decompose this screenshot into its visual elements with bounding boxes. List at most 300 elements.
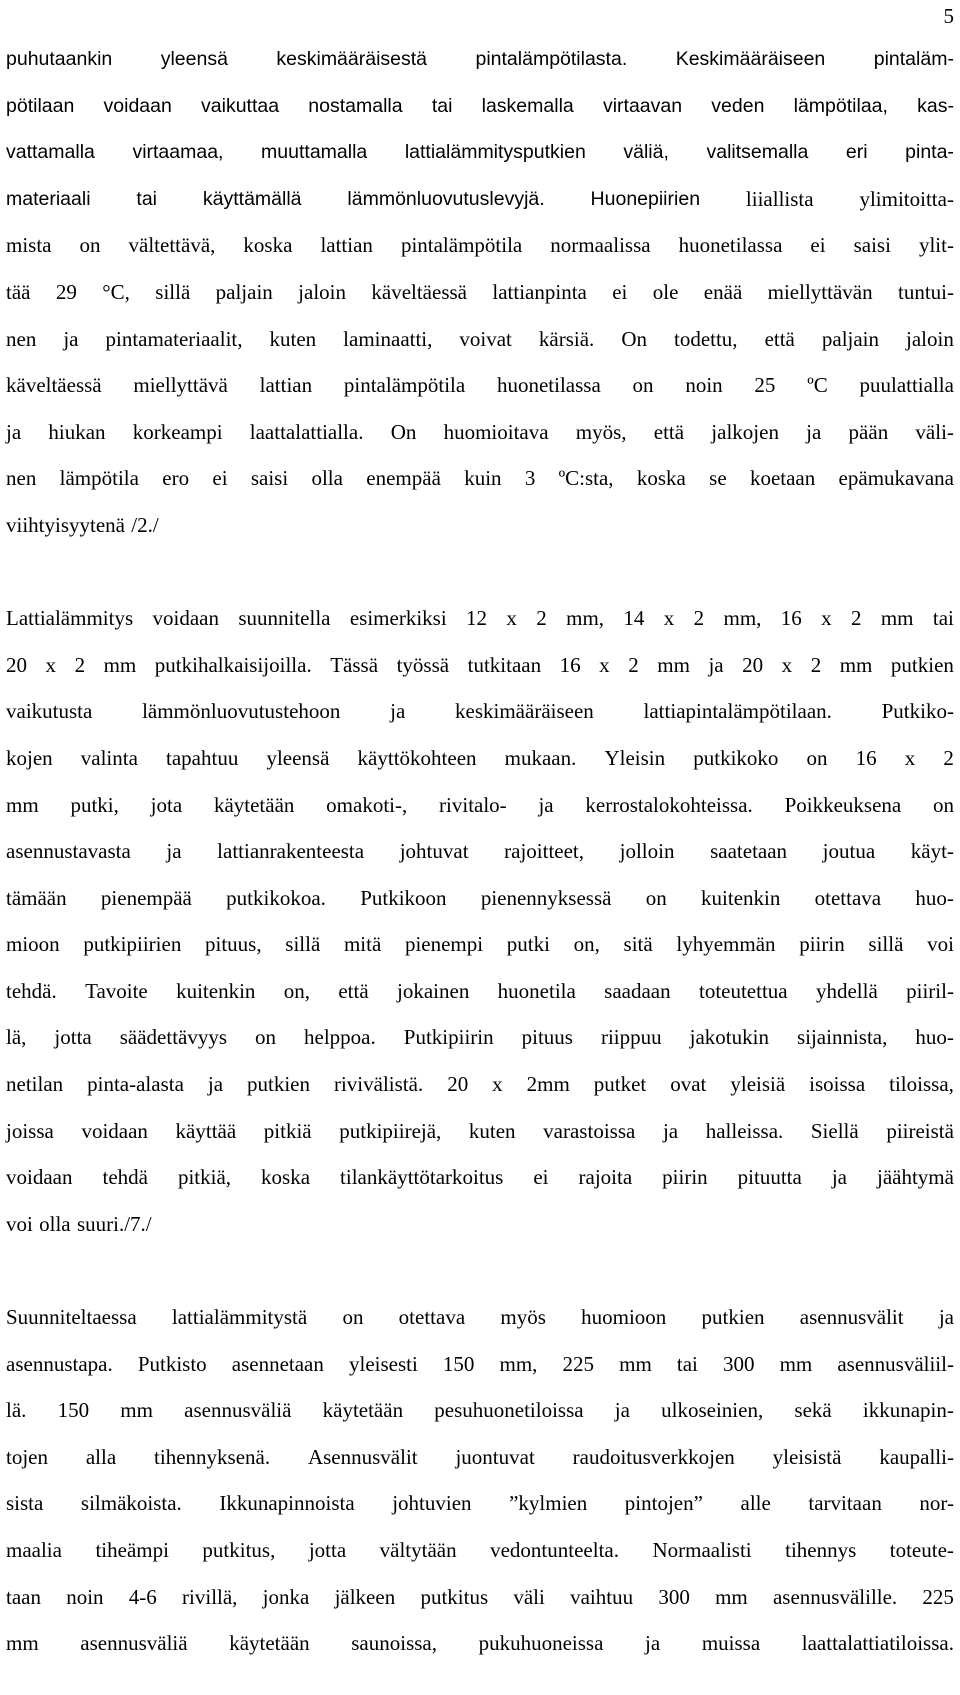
text-line xyxy=(6,1396,954,1443)
word: laattalattialla. xyxy=(249,419,364,444)
word: kuten xyxy=(468,1118,516,1143)
word: toteute- xyxy=(889,1538,954,1562)
word: raudoitusverkkojen xyxy=(572,1444,735,1469)
word: johtuvat xyxy=(399,839,469,864)
word: lattianrakenteesta xyxy=(217,839,365,864)
word: x xyxy=(45,652,57,677)
word: todettu, xyxy=(673,326,738,351)
word: ei xyxy=(533,1165,549,1190)
word: Putkisto xyxy=(137,1351,207,1376)
word: pintalämpötilasta. xyxy=(475,48,628,70)
word: mm xyxy=(120,1398,153,1423)
word: ja xyxy=(708,652,724,677)
word: tarvitaan xyxy=(808,1491,882,1516)
word: jäähtymä xyxy=(876,1165,954,1190)
word: jälkeen xyxy=(334,1584,396,1609)
word: x xyxy=(506,606,517,631)
word: x xyxy=(904,745,916,770)
word: /2./ xyxy=(131,512,159,537)
word: valinta xyxy=(80,745,138,770)
word: yleensä xyxy=(266,745,330,770)
word: lämpötilaa, xyxy=(793,94,888,117)
word: ylit- xyxy=(918,233,954,258)
word: kojen xyxy=(6,745,53,770)
word: 20 xyxy=(6,652,27,677)
word: yhdellä xyxy=(815,978,878,1003)
paragraph xyxy=(6,45,954,558)
word: otettava xyxy=(814,885,882,910)
word: ºC:sta, xyxy=(558,466,614,491)
word: 4-6 xyxy=(128,1584,157,1609)
word: jaloin xyxy=(906,326,954,351)
word: yleisistä xyxy=(772,1444,842,1469)
word: On xyxy=(621,326,647,351)
word: pintalämpötila xyxy=(400,233,523,258)
word: rajoita xyxy=(578,1165,633,1190)
word: tilankäyttötarkoitus xyxy=(340,1165,504,1190)
word: mm xyxy=(6,1631,39,1656)
word: kuten xyxy=(269,326,317,351)
word: Siellä xyxy=(810,1118,859,1143)
word: asennetaan xyxy=(231,1351,324,1376)
word: laminaatti, xyxy=(343,326,433,351)
word: saadaan xyxy=(604,978,671,1003)
word: x xyxy=(781,652,793,677)
word: korkeampi xyxy=(132,419,223,444)
word: tehdä. xyxy=(6,978,57,1003)
word: jakotukin xyxy=(689,1025,769,1050)
word: ja xyxy=(538,792,554,817)
word: joutua xyxy=(822,839,876,864)
word: laskemalla xyxy=(481,94,574,117)
word: pintojen” xyxy=(624,1491,703,1516)
word: eri xyxy=(845,141,868,164)
word: johtuvien xyxy=(392,1491,472,1516)
text-line xyxy=(6,92,954,139)
text-line xyxy=(6,744,954,791)
word: ei xyxy=(212,466,228,491)
word: rivitalo- xyxy=(439,792,507,817)
word: puhutaankin xyxy=(6,48,113,70)
word: halleissa. xyxy=(705,1118,784,1143)
word: mukaan. xyxy=(504,745,577,770)
word: kerrostalokohteissa. xyxy=(585,792,753,817)
word: joissa xyxy=(6,1118,54,1143)
word: lä, xyxy=(6,1025,27,1050)
word: ei xyxy=(612,279,628,304)
word: piireistä xyxy=(886,1118,954,1143)
word: Keskimääräiseen xyxy=(675,48,826,70)
word: vältettävä, xyxy=(128,233,216,258)
word: epämukavana xyxy=(838,466,954,491)
word: väli- xyxy=(915,419,954,444)
word: nen xyxy=(6,466,37,491)
word: asennusväliil- xyxy=(837,1351,954,1376)
word: 150 xyxy=(442,1351,475,1376)
word: keskimääräisestä xyxy=(276,48,428,70)
word: huo- xyxy=(915,1025,954,1050)
word: Yleisin xyxy=(604,745,666,770)
word: tai xyxy=(431,94,453,117)
word: 2 xyxy=(693,606,705,631)
word: sitä xyxy=(623,932,653,957)
word: kärsiä. xyxy=(538,326,595,351)
word: tai xyxy=(932,606,954,631)
word: saisi xyxy=(250,466,289,491)
word: Suunniteltaessa xyxy=(6,1305,137,1330)
word: Normaalisti xyxy=(652,1538,752,1562)
word: lattialämmitysputkien xyxy=(404,141,586,164)
word: käyttökohteen xyxy=(357,745,477,770)
word: piirin xyxy=(662,1165,708,1190)
word: ºC xyxy=(807,373,828,398)
word: olla xyxy=(39,1211,71,1236)
word: jonka xyxy=(262,1584,310,1609)
text-line xyxy=(6,1350,954,1397)
word: omakoti-, xyxy=(326,792,408,817)
word: 12 xyxy=(466,606,488,631)
word: virtaamaa, xyxy=(132,141,224,164)
word: kuitenkin xyxy=(701,885,781,910)
word: mm, xyxy=(499,1351,538,1376)
word: että xyxy=(764,326,795,351)
word: tojen xyxy=(6,1444,48,1469)
word: on, xyxy=(283,978,311,1003)
word: pituutta xyxy=(737,1165,802,1190)
word: 3 xyxy=(524,466,536,491)
word: mm xyxy=(715,1584,748,1609)
word: 2mm xyxy=(526,1072,570,1097)
word: tämään xyxy=(6,885,67,910)
text-line xyxy=(6,604,954,651)
word: voi xyxy=(6,1211,33,1236)
word: nor- xyxy=(919,1491,954,1516)
word: asennusvälit xyxy=(799,1305,904,1330)
word: lämpötila xyxy=(59,466,139,491)
text-line xyxy=(6,1070,954,1117)
word: 14 xyxy=(623,606,645,631)
word: mm xyxy=(103,652,137,677)
word: 20 xyxy=(742,652,764,677)
word: 2 xyxy=(628,652,639,677)
word: mm, xyxy=(566,606,605,631)
text-line xyxy=(6,138,954,185)
word: alle xyxy=(740,1491,771,1516)
word: 2 xyxy=(943,745,954,770)
text-line xyxy=(6,1536,954,1583)
text-line xyxy=(6,884,954,931)
word: paljain xyxy=(821,326,880,351)
word: lattiapintalämpötilaan. xyxy=(643,699,832,724)
word: Putkikoon xyxy=(360,885,447,910)
word: ”kylmien xyxy=(509,1491,588,1516)
word: mista xyxy=(6,233,52,258)
word: Putkiko- xyxy=(881,699,954,724)
word: riippuu xyxy=(600,1025,662,1050)
word: x xyxy=(599,652,610,677)
word: ja xyxy=(207,1072,224,1097)
word: säädettävyys xyxy=(119,1025,228,1050)
word: on xyxy=(645,885,667,910)
word: 16 xyxy=(855,745,877,770)
word: piiril- xyxy=(906,978,954,1003)
word: viihtyisyytenä xyxy=(6,512,125,537)
word: huonetila xyxy=(497,978,576,1003)
word: lattianpinta xyxy=(492,279,587,304)
word: toteutettua xyxy=(698,978,788,1003)
word: käyttää xyxy=(175,1118,237,1143)
word: voi xyxy=(927,932,954,957)
word: tuntui- xyxy=(898,279,954,304)
word: pituus xyxy=(521,1025,573,1050)
word: saisi xyxy=(853,233,891,258)
text-line xyxy=(6,45,954,92)
word: putkipiirejä, xyxy=(339,1118,442,1143)
word: on, xyxy=(573,932,600,957)
word: 300 xyxy=(658,1584,690,1609)
word: pintalämpötila xyxy=(343,373,466,398)
text-line xyxy=(6,371,954,418)
word: pituus, xyxy=(205,932,262,957)
word: veden xyxy=(711,94,765,117)
word: jokainen xyxy=(397,978,470,1003)
word: asennustapa. xyxy=(6,1351,113,1376)
word: mm xyxy=(779,1351,813,1376)
word: yleensä xyxy=(160,48,228,70)
text-line xyxy=(6,511,954,558)
word: normaalissa xyxy=(550,233,651,258)
word: 16 xyxy=(780,606,802,631)
word: muissa xyxy=(701,1631,761,1656)
word: mm xyxy=(880,606,914,631)
word: vaihtuu xyxy=(570,1584,634,1609)
word: ja xyxy=(6,419,22,444)
word: putkien xyxy=(890,652,954,677)
word: käyttämällä xyxy=(202,187,302,210)
word: ja xyxy=(645,1631,661,1656)
text-line xyxy=(6,1583,954,1630)
text-line xyxy=(6,791,954,838)
text-line xyxy=(6,418,954,465)
word: ulkoseinien, xyxy=(661,1398,764,1423)
word: muuttamalla xyxy=(261,141,368,164)
word: puulattialla xyxy=(859,373,954,398)
word: materiaali xyxy=(6,187,91,210)
word: pinta-alasta xyxy=(87,1072,184,1097)
word: 225 xyxy=(922,1584,954,1609)
word: käveltäessä xyxy=(371,279,467,304)
word: on xyxy=(933,792,954,817)
word: enempää xyxy=(366,466,441,491)
word: Tässä xyxy=(330,652,379,677)
word: netilan xyxy=(6,1072,64,1097)
word: on xyxy=(79,233,101,258)
word: x xyxy=(663,606,675,631)
word: on xyxy=(342,1305,364,1330)
word: pienennyksessä xyxy=(480,885,612,910)
word: ovat xyxy=(670,1072,707,1097)
word: pitkiä, xyxy=(177,1165,232,1190)
word: ja xyxy=(63,326,79,351)
word: tää xyxy=(6,279,31,304)
word: ikkunapin- xyxy=(862,1398,954,1423)
word: valitsemalla xyxy=(706,141,809,164)
word: 2 xyxy=(74,652,86,677)
word: voivat xyxy=(459,326,512,351)
word: mioon xyxy=(6,932,60,957)
word: käytetään xyxy=(229,1631,310,1656)
word: tapahtuu xyxy=(166,745,239,770)
text-line xyxy=(6,1163,954,1210)
paragraph-gap xyxy=(6,1256,954,1303)
word: jota xyxy=(150,792,183,817)
word: on xyxy=(806,745,828,770)
text-line xyxy=(6,977,954,1024)
word: ja xyxy=(831,1165,847,1190)
text-line xyxy=(6,464,954,511)
word: sillä xyxy=(868,932,904,957)
word: voidaan xyxy=(81,1118,148,1143)
word: 25 xyxy=(754,373,776,398)
page-number: 5 xyxy=(943,4,954,28)
word: ero xyxy=(162,466,190,491)
word: putkitus, xyxy=(202,1538,276,1562)
word: putki, xyxy=(70,792,119,817)
word: helppoa. xyxy=(304,1025,376,1050)
word: tehdä xyxy=(102,1165,148,1190)
word: mm xyxy=(619,1351,652,1376)
paragraph xyxy=(6,1303,954,1676)
word: väli xyxy=(513,1584,545,1609)
word: huomioitava xyxy=(443,419,549,444)
word: koetaan xyxy=(749,466,816,491)
word: sillä xyxy=(285,932,321,957)
paragraph-gap xyxy=(6,558,954,605)
word: saatetaan xyxy=(710,839,788,864)
word: virtaavan xyxy=(602,94,683,117)
word: käytetään xyxy=(213,792,295,817)
word: jalkojen xyxy=(711,419,779,444)
word: huonetilassa xyxy=(496,373,601,398)
word: vedontunteelta. xyxy=(490,1538,619,1562)
word: pienempää xyxy=(100,885,192,910)
word: Huonepiirien xyxy=(590,187,701,210)
word: tihennys xyxy=(785,1538,857,1562)
word: putkitus xyxy=(420,1584,489,1609)
word: rivivälistä. xyxy=(333,1072,424,1097)
word: asennusvälille. xyxy=(772,1584,898,1609)
word: suuri./7./ xyxy=(76,1211,152,1236)
word: vaikuttaa xyxy=(201,94,280,117)
word: yleisiä xyxy=(730,1072,786,1097)
word: laattalattiatiloissa. xyxy=(801,1631,954,1656)
word: On xyxy=(390,419,417,444)
text-line xyxy=(6,278,954,325)
word: ja xyxy=(806,419,822,444)
word: ja xyxy=(662,1118,679,1143)
word: silmäkoista. xyxy=(80,1491,182,1516)
word: lämmönluovutuslevyjä. xyxy=(347,187,545,210)
word: tai xyxy=(676,1351,698,1376)
word: lattialämmitystä xyxy=(171,1305,308,1330)
word: juontuvat xyxy=(455,1444,535,1469)
word: sijainnista, xyxy=(796,1025,888,1050)
word: jotta xyxy=(308,1538,347,1562)
word: putki xyxy=(506,932,550,957)
word: vaikutusta xyxy=(6,699,93,724)
word: jolloin xyxy=(619,839,675,864)
word: esimerkiksi xyxy=(349,606,447,631)
word: miellyttävä xyxy=(133,373,228,398)
word: se xyxy=(709,466,727,491)
word: mitä xyxy=(343,932,382,957)
word: koska xyxy=(243,233,293,258)
word: noin xyxy=(685,373,723,398)
word: 300 xyxy=(722,1351,755,1376)
word: vattamalla xyxy=(6,141,95,164)
text-line xyxy=(6,837,954,884)
word: paljain xyxy=(215,279,273,304)
word: lattian xyxy=(259,373,313,398)
word: putkikokoa. xyxy=(226,885,326,910)
word: 29 xyxy=(55,279,77,304)
text-line xyxy=(6,1210,954,1257)
word: enää xyxy=(703,279,743,304)
word: voidaan xyxy=(103,94,172,117)
word: pienempi xyxy=(404,932,484,957)
word: jaloin xyxy=(298,279,346,304)
word: nostamalla xyxy=(308,94,403,117)
text-line xyxy=(6,651,954,698)
word: että xyxy=(338,978,369,1003)
word: putkien xyxy=(701,1305,765,1330)
text-line xyxy=(6,1443,954,1490)
word: taan xyxy=(6,1584,41,1609)
word: ja xyxy=(166,839,182,864)
word: °C, xyxy=(102,279,130,304)
word: tiloissa, xyxy=(889,1072,954,1097)
word: ja xyxy=(938,1305,954,1330)
text-line xyxy=(6,325,954,372)
word: isoissa xyxy=(809,1072,866,1097)
document-body xyxy=(6,45,954,1676)
word: sillä xyxy=(155,279,191,304)
word: työssä xyxy=(396,652,450,677)
word: kuitenkin xyxy=(176,978,256,1003)
word: rivillä, xyxy=(182,1584,238,1609)
word: tiheämpi xyxy=(95,1538,169,1562)
word: 16 xyxy=(559,652,581,677)
word: pinta- xyxy=(905,141,954,164)
word: kas- xyxy=(917,94,954,117)
word: 2 xyxy=(810,652,822,677)
word: pintaläm- xyxy=(873,48,954,70)
word: pesuhuonetiloissa xyxy=(434,1398,584,1423)
word: käytetään xyxy=(322,1398,404,1423)
text-line xyxy=(6,231,954,278)
word: rajoitteet, xyxy=(504,839,585,864)
word: ja xyxy=(614,1398,630,1423)
word: sista xyxy=(6,1491,44,1516)
word: alla xyxy=(85,1444,117,1469)
text-line xyxy=(6,1629,954,1676)
word: on xyxy=(255,1025,277,1050)
word: saunoissa, xyxy=(351,1631,437,1656)
text-line xyxy=(6,185,954,232)
word: 150 xyxy=(57,1398,90,1423)
word: jotta xyxy=(54,1025,92,1050)
word: huonetilassa xyxy=(678,233,783,258)
